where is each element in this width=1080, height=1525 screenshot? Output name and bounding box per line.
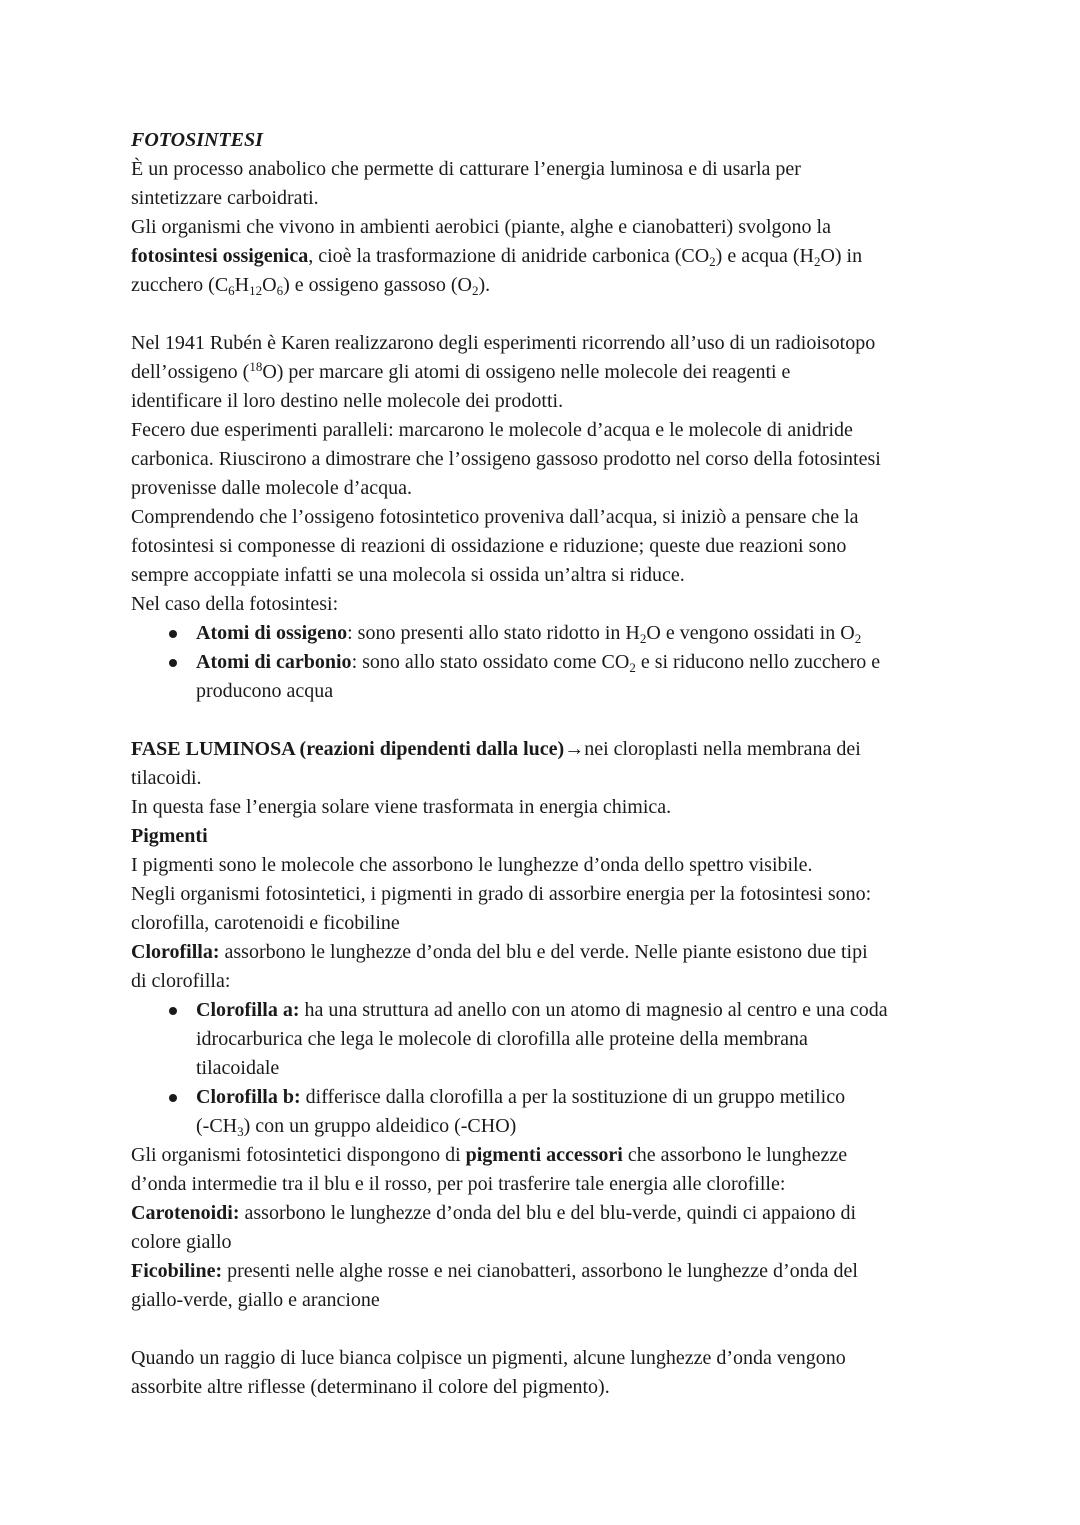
text-span: che assorbono le lunghezze xyxy=(622,1144,848,1166)
text-span: zucchero (C xyxy=(131,274,229,296)
text-span: O) per marcare gli atomi di ossigeno nelle molecole dei reagenti e xyxy=(262,361,791,383)
text-span: H xyxy=(234,274,250,296)
text-span: assorbono le lunghezze d’onda del blu e del verde. Nelle piante esistono due tipi xyxy=(219,941,868,963)
document-page xyxy=(131,126,961,1402)
text-span: Gli organismi fotosintetici dispongono di xyxy=(131,1144,466,1166)
bold-term: Ficobiline: xyxy=(131,1260,223,1282)
text-line: È un processo anabolico che permette di catturare l’energia luminosa e di usarla per xyxy=(131,158,801,180)
bullet-icon xyxy=(169,1094,177,1102)
text-line xyxy=(131,938,961,967)
text-line xyxy=(131,242,961,271)
oxidation-bullet-list xyxy=(131,619,961,706)
text-line xyxy=(196,996,961,1025)
bullet-icon xyxy=(169,1007,177,1015)
text-span: : sono presenti allo stato ridotto in H xyxy=(347,622,640,644)
text-line: di clorofilla: xyxy=(131,970,231,992)
text-line xyxy=(131,358,961,387)
bold-term: FASE LUMINOSA (reazioni dipendenti dalla luce) xyxy=(131,738,565,760)
list-item xyxy=(131,619,961,648)
paragraph-gap xyxy=(131,300,961,329)
text-span: presenti nelle alghe rosse e nei cianobatteri, assorbono le lunghezze d’onda del xyxy=(222,1260,858,1282)
bold-term: Clorofilla: xyxy=(131,941,220,963)
text-span: O) in xyxy=(820,245,863,267)
paragraph-gap xyxy=(131,706,961,735)
text-span: O e vengono ossidati in O xyxy=(646,622,855,644)
text-line xyxy=(196,619,961,648)
subscript: 3 xyxy=(237,1124,244,1139)
paragraph-gap xyxy=(131,1315,961,1344)
chlorophyll-bullet-list xyxy=(131,996,961,1141)
bold-term: fotosintesi ossigenica xyxy=(131,245,309,267)
experiment-paragraph xyxy=(131,329,961,619)
text-line: assorbite altre riflesse (determinano il colore del pigmento). xyxy=(131,1376,610,1398)
bold-term: pigmenti accessori xyxy=(465,1144,623,1166)
subscript: 2 xyxy=(629,660,636,675)
document-title: FOTOSINTESI xyxy=(131,129,263,151)
text-line: carbonica. Riuscirono a dimostrare che l’ossigeno gassoso prodotto nel corso della fotosintesi xyxy=(131,448,881,470)
bold-term: Clorofilla a: xyxy=(196,999,300,1021)
subscript: 2 xyxy=(639,631,647,646)
bullet-icon xyxy=(169,630,177,638)
text-line: I pigmenti sono le molecole che assorbono le lunghezze d’onda dello spettro visibile. xyxy=(131,854,813,876)
text-span: assorbono le lunghezze d’onda del blu e del blu-verde, quindi ci appaiono di xyxy=(239,1202,856,1224)
intro-paragraph xyxy=(131,155,961,300)
bold-term: Clorofilla b: xyxy=(196,1086,301,1108)
subscript: 2 xyxy=(813,254,821,269)
list-item xyxy=(131,1083,961,1141)
text-line xyxy=(131,1257,961,1286)
accessory-pigments-paragraph xyxy=(131,1141,961,1315)
text-line: fotosintesi si componesse di reazioni di ossidazione e riduzione; queste due reazioni sono xyxy=(131,535,847,557)
subscript: 2 xyxy=(709,254,716,269)
bold-term: Atomi di ossigeno xyxy=(196,622,348,644)
subscript: 2 xyxy=(854,631,862,646)
text-line: idrocarburica che lega le molecole di clorofilla alle proteine della membrana xyxy=(196,1028,808,1050)
fase-luminosa-section xyxy=(131,735,961,996)
text-span: ). xyxy=(478,274,491,296)
text-line: sempre accoppiate infatti se una molecola si ossida un’altra si riduce. xyxy=(131,564,685,586)
text-line: identificare il loro destino nelle molecole dei prodotti. xyxy=(131,390,564,412)
text-span: (-CH xyxy=(196,1115,238,1137)
subscript: 6 xyxy=(228,283,235,298)
right-arrow-icon: → xyxy=(564,738,585,760)
text-line xyxy=(196,648,961,677)
text-line xyxy=(131,1199,961,1228)
text-line: clorofilla, carotenoidi e ficobiline xyxy=(131,912,400,934)
text-line: Quando un raggio di luce bianca colpisce un pigmenti, alcune lunghezze d’onda vengono xyxy=(131,1347,846,1369)
subscript: 12 xyxy=(249,283,263,298)
text-span: differisce dalla clorofilla a per la sostituzione di un gruppo metilico xyxy=(300,1086,846,1108)
text-line: tilacoidi. xyxy=(131,767,202,789)
text-line: d’onda intermedie tra il blu e il rosso, per poi trasferire tale energia alle clorofille: xyxy=(131,1173,786,1195)
text-line: Nel caso della fotosintesi: xyxy=(131,593,339,615)
text-line: Nel 1941 Rubén è Karen realizzarono degli esperimenti ricorrendo all’uso di un radioisotopo xyxy=(131,332,876,354)
list-item xyxy=(131,996,961,1083)
text-span: ha una struttura ad anello con un atomo di magnesio al centro e una coda xyxy=(299,999,888,1021)
subscript: 6 xyxy=(276,283,284,298)
text-span: ) con un gruppo aldeidico (-CHO) xyxy=(243,1115,517,1137)
text-span: , cioè la trasformazione di anidride carbonica (CO xyxy=(308,245,710,267)
text-line xyxy=(131,271,961,300)
text-line xyxy=(131,1141,961,1170)
text-line: Fecero due esperimenti paralleli: marcarono le molecole d’acqua e le molecole di anidride xyxy=(131,419,853,441)
bullet-icon xyxy=(169,659,177,667)
text-span: e si riducono nello zucchero e xyxy=(635,651,881,673)
text-line: provenisse dalle molecole d’acqua. xyxy=(131,477,412,499)
text-line: sintetizzare carboidrati. xyxy=(131,187,319,209)
text-span: dell’ossigeno ( xyxy=(131,361,250,383)
text-line: producono acqua xyxy=(196,680,334,702)
subscript: 2 xyxy=(471,283,479,298)
superscript: 18 xyxy=(249,359,263,374)
text-line xyxy=(196,1083,961,1112)
text-span: ) e acqua (H xyxy=(715,245,814,267)
text-line: Comprendendo che l’ossigeno fotosintetico proveniva dall’acqua, si iniziò a pensare che la xyxy=(131,506,859,528)
text-span: : sono allo stato ossidato come CO xyxy=(351,651,630,673)
text-span: nei cloroplasti nella membrana dei xyxy=(584,738,861,760)
text-line: In questa fase l’energia solare viene trasformata in energia chimica. xyxy=(131,796,672,818)
text-line: colore giallo xyxy=(131,1231,232,1253)
text-line: giallo-verde, giallo e arancione xyxy=(131,1289,380,1311)
bold-term: Atomi di carbonio xyxy=(196,651,352,673)
subsection-heading: Pigmenti xyxy=(131,825,208,847)
text-line: Gli organismi che vivono in ambienti aerobici (piante, alghe e cianobatteri) svolgono la xyxy=(131,216,831,238)
text-line xyxy=(196,1112,961,1141)
section-heading xyxy=(131,735,961,764)
bold-term: Carotenoidi: xyxy=(131,1202,240,1224)
list-item xyxy=(131,648,961,706)
text-span: ) e ossigeno gassoso (O xyxy=(283,274,472,296)
text-line: tilacoidale xyxy=(196,1057,280,1079)
text-line: Negli organismi fotosintetici, i pigmenti in grado di assorbire energia per la fotosintesi sono: xyxy=(131,883,872,905)
final-paragraph xyxy=(131,1344,961,1402)
text-span: O xyxy=(262,274,277,296)
